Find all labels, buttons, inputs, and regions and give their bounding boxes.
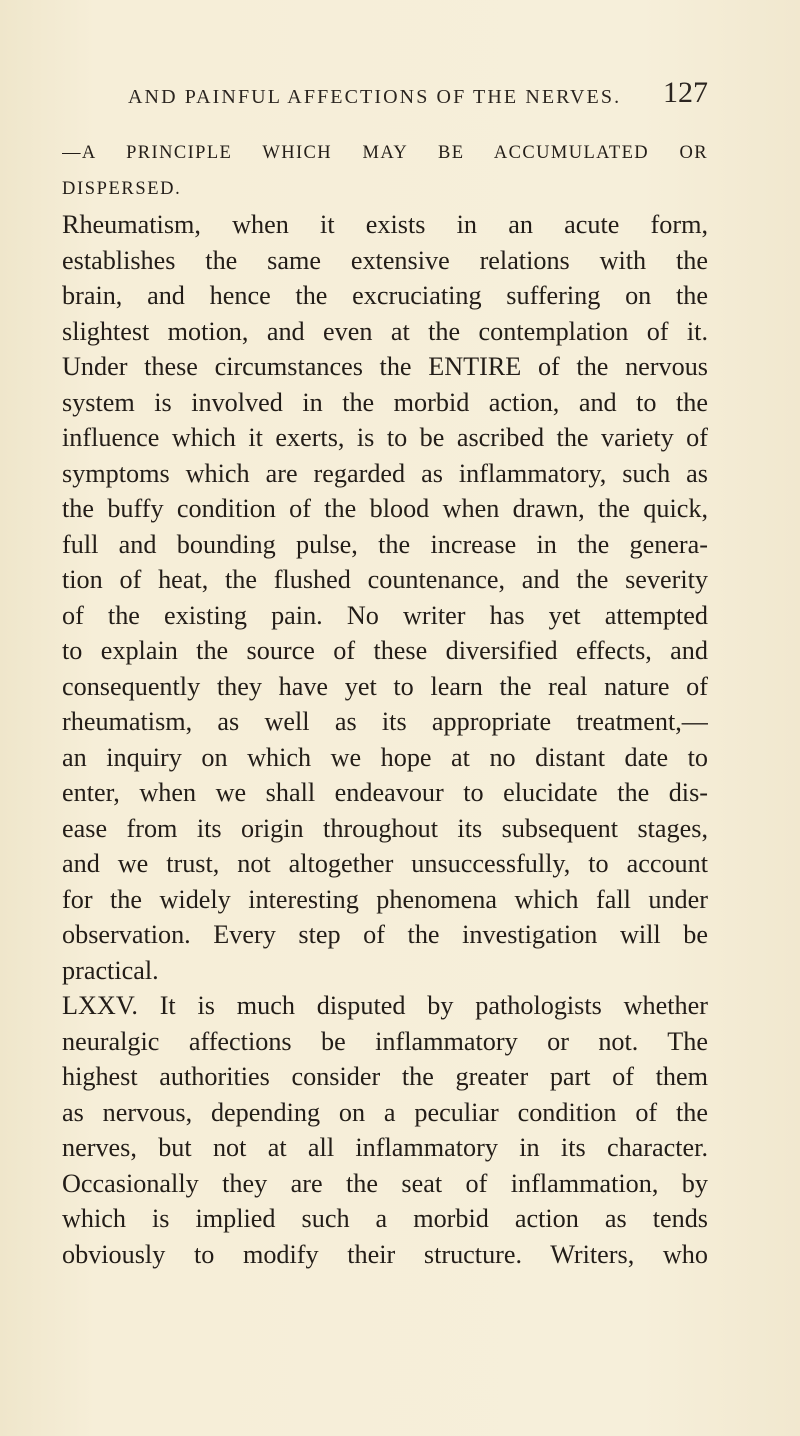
text-line: LXXV. It is much disputed by pathologists whether [62, 991, 708, 1020]
running-title: AND PAINFUL AFFECTIONS OF THE NERVES. [128, 86, 622, 108]
text-line: influence which it exerts, is to be ascribed the variety of [62, 423, 708, 452]
text-line: obviously to modify their structure. Writers, who [62, 1239, 708, 1269]
text-line: Rheumatism, when it exists in an acute form, [62, 210, 708, 239]
text-line: Under these circumstances the ENTIRE of the nervous [62, 352, 708, 381]
text-line: establishes the same extensive relations with the [62, 245, 708, 275]
text-line: slightest motion, and even at the contemplation of it. [62, 316, 708, 346]
text-line: nerves, but not at all inflammatory in its character. [62, 1133, 708, 1162]
text-line: of the existing pain. No writer has yet attempted [62, 600, 708, 630]
text-line: for the widely interesting phenomena which fall under [62, 884, 708, 914]
text-line: to explain the source of these diversified effects, and [62, 636, 708, 665]
text-line: as nervous, depending on a peculiar condition of the [62, 1097, 708, 1127]
text-line: practical. [62, 955, 159, 985]
text-line: —A PRINCIPLE WHICH MAY BE ACCUMULATED OR [62, 143, 708, 163]
text-line: enter, when we shall endeavour to elucidate the dis- [62, 778, 708, 807]
text-line: which is implied such a morbid action as tends [62, 1204, 708, 1233]
body-text [62, 136, 708, 1272]
text-line: consequently they have yet to learn the real nature of [62, 671, 708, 701]
text-line: DISPERSED. [62, 178, 182, 199]
page-number: 127 [663, 76, 708, 109]
text-line: ease from its origin throughout its subsequent stages, [62, 813, 708, 843]
text-line: system is involved in the morbid action, and to the [62, 387, 708, 417]
text-line: neuralgic affections be inflammatory or not. The [62, 1026, 708, 1056]
text-line: symptoms which are regarded as inflammatory, such as [62, 458, 708, 488]
text-line: the buffy condition of the blood when drawn, the quick, [62, 494, 708, 523]
text-line: and we trust, not altogether unsuccessfully, to account [62, 849, 708, 878]
page-header [128, 76, 708, 116]
text-line: brain, and hence the excruciating suffering on the [62, 281, 708, 310]
text-line: Occasionally they are the seat of inflammation, by [62, 1168, 708, 1198]
text-line: rheumatism, as well as its appropriate treatment,— [62, 707, 708, 736]
text-line: highest authorities consider the greater part of them [62, 1062, 708, 1091]
text-line: tion of heat, the flushed countenance, and the severity [62, 565, 708, 594]
text-line: observation. Every step of the investigation will be [62, 920, 708, 949]
text-line: an inquiry on which we hope at no distant date to [62, 742, 708, 772]
text-line: full and bounding pulse, the increase in the genera- [62, 529, 708, 559]
